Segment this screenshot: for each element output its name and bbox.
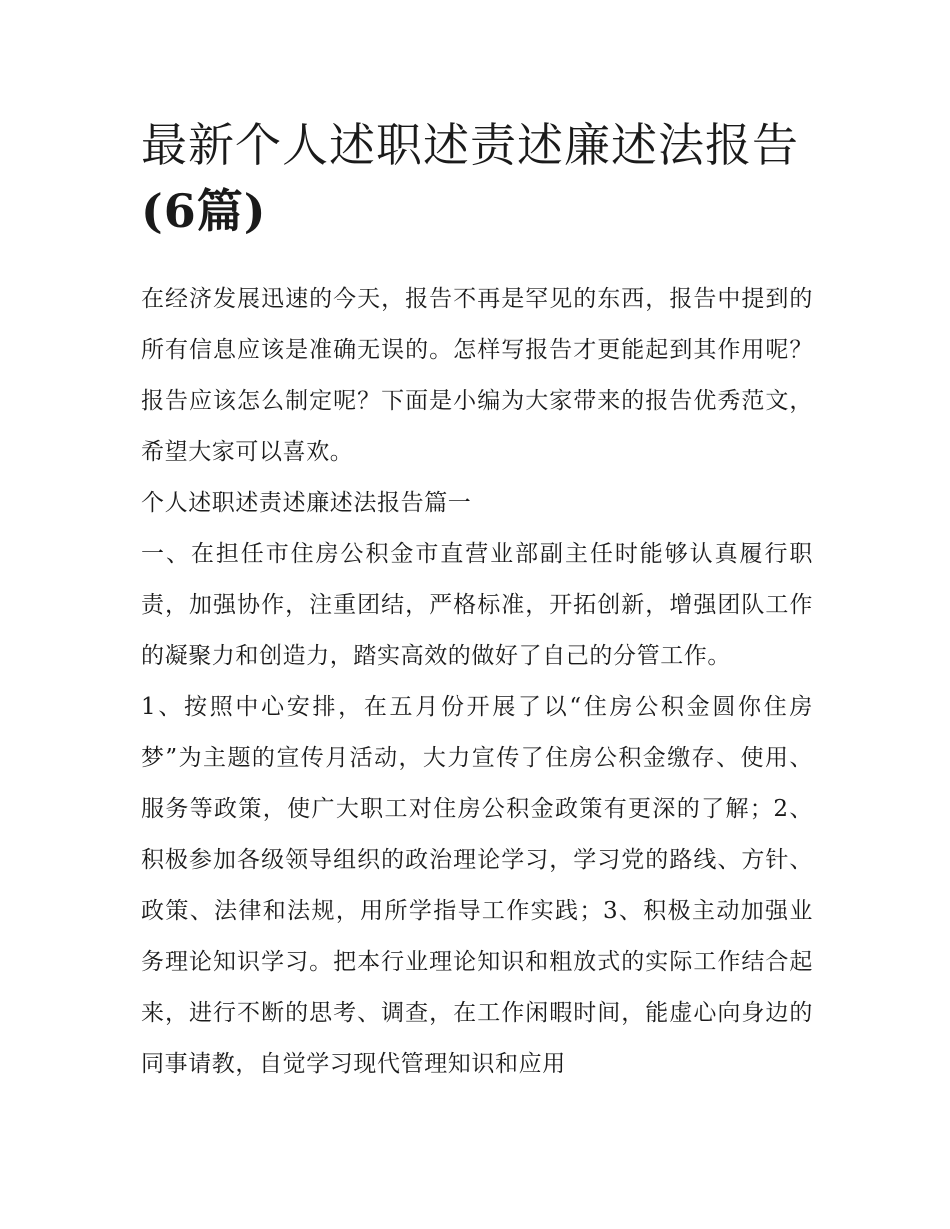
body-paragraph: 1、按照中心安排，在五月份开展了以“住房公积金圆你住房梦”为主题的宣传月活动，大力宣传了住房公积金缴存、使用、服务等政策，使广大职工对住房公积金政策有更深的了解；2、积极参加各级领导组织的政治理论学习，学习党的路线、方针、政策、法律和法规，用所学指导工作实践；3、积极主动加强业务理论知识学习。把本行业理论知识和粗放式的实际工作结合起来，进行不断的思考、调查，在工作闲暇时间，能虚心向身边的同事请教，自觉学习现代管理知识和应用 (141, 694, 813, 1077)
section-heading: 个人述职述责述廉述法报告篇一 (141, 490, 472, 516)
document-title (141, 112, 821, 244)
body-paragraph: 一、在担任市住房公积金市直营业部副主任时能够认真履行职责，加强协作，注重团结，严格标准，开拓创新，增强团队工作的凝聚力和创造力，踏实高效的做好了自己的分管工作。 (141, 541, 813, 669)
title-main: 最新个人述职述责述廉述法报告 (141, 118, 799, 172)
intro-paragraph: 在经济发展迅速的今天，报告不再是罕见的东西，报告中提到的所有信息应该是准确无误的。怎样写报告才更能起到其作用呢？报告应该怎么制定呢？下面是小编为大家带来的报告优秀范文，希望大家可以喜欢。 (141, 286, 813, 465)
title-suffix: (6篇) (141, 184, 267, 238)
document-body (141, 274, 813, 1090)
